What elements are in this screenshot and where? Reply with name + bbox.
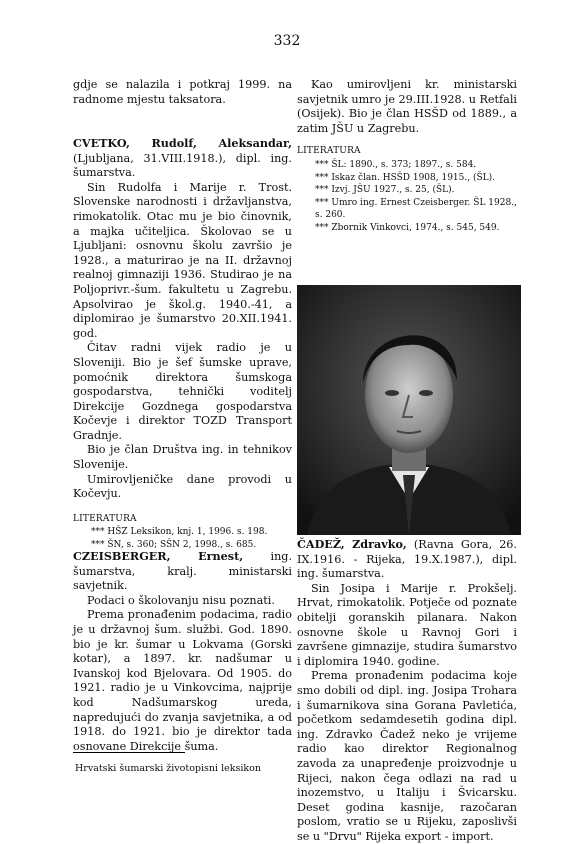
intro-paragraph: gdje se nalazila i potkraj 1999. na radnome mjestu taksatora.	[73, 78, 292, 106]
paragraph: Kao umirovljeni kr. ministarski savjetnik umro je 29.III.1928. u Retfali (Osijek). Bio je član HSŠD od 1889., a zatim JŠU u Zagrebu.	[297, 78, 517, 135]
literature-item: *** HŠZ Leksikon, knj. 1, 1996. s. 198.	[91, 527, 268, 538]
entry-czeisberger	[73, 549, 292, 754]
literature-item: *** ŠL: 1890., s. 373; 1897., s. 584.	[315, 159, 477, 170]
paragraph: Prema pronađenim podacima, radio je u državnoj šum. službi. God. 1890. bio je kr. šumar u Lokvama (Gorski kotar), a 1897. kr. nadšumar u Ivanskoj kod Bjelovara. Od 1905. do 1921. radio je u Vinkovcima, najprije kod Nadšumarskog ureda, napredujući do zvanja savjetnika, a od 1918. do 1921. bio je direktor tada osnovane Direkcije šuma.	[73, 608, 292, 753]
entry-name: CVETKO, Rudolf, Aleksandar,	[73, 136, 292, 150]
literature-heading: LITERATURA	[297, 146, 361, 157]
paragraph: Podaci o školovanju nisu poznati.	[87, 593, 275, 607]
entry-heading-rest: (Ljubljana, 31.VIII.1918.), dipl. ing. šumarstva.	[73, 151, 292, 180]
entry-heading-rest: (Ravna Gora, 26. IX.1916. - Rijeka, 19.X.1987.), dipl. ing. šumarstva.	[297, 538, 517, 581]
paragraph: Čitav radni vijek radio je u Sloveniji. Bio je šef šumske uprave, pomoćnik direktora šumskoga gospodarstva, tehnički voditelj Direkcije Gozdnega gospodarstva Kočevje i direktor TOZD Transport Gradnje.	[73, 341, 292, 442]
entry-heading	[297, 537, 517, 582]
portrait-image	[297, 285, 521, 535]
literature-item: *** Umro ing. Ernest Czeisberger. ŠL 1928., s. 260.	[315, 197, 517, 221]
literature-item: *** Izvj. JŠU 1927., s. 25, (ŠL).	[315, 185, 455, 196]
footer-divider	[73, 752, 185, 753]
paragraph: Bio je član Društva ing. in tehnikov Slovenije.	[73, 443, 292, 472]
literature-item: *** ŠN, s. 360; SŠN 2, 1998., s. 685.	[91, 540, 257, 551]
paragraph: Prema pronađenim podacima koje smo dobili od dipl. ing. Josipa Trohara i šumarnikova sina Gorana Pavletića, početkom sedamdesetih godina dipl. ing. Zdravko Čadež neko je vrijeme radio kao direktor Regionalnog zavoda za unapređenje proizvodnje u Rijeci, nakon čega odlazi na rad u inozemstvo, u Italiju i Švicarsku. Deset godina kasnije, razočaran poslom, vratio se u Rijeku, zaposlivši se u "Drvu" Rijeka export - import.	[297, 669, 517, 843]
entry-name: ČADEŽ, Zdravko,	[297, 537, 407, 551]
portrait-photo	[297, 285, 521, 535]
footer-title: Hrvatski šumarski životopisni leksikon	[75, 763, 262, 774]
paragraph: Sin Rudolfa i Marije r. Trost. Slovenske narodnosti i državljanstva, rimokatolik. Otac mu je bio činovnik, a majka učiteljica. Školovao se u Ljubljani: osnovnu školu završio je 1928., a maturirao je na II. državnoj realnoj gimnaziji 1936. Studirao je na Poljoprivr.-šum. fakultetu u Zagrebu. Apsolvirao je škol.g. 1940.-41, a diplomirao je šumarstvo 20.XII.1941. god.	[73, 180, 292, 340]
entry-cvetko	[73, 136, 292, 552]
left-column	[73, 78, 292, 107]
entry-heading	[73, 136, 292, 181]
paragraph: Umirovljeničke dane provodi u Kočevju.	[73, 472, 292, 501]
literature-heading: LITERATURA	[73, 513, 137, 524]
entry-cadez	[297, 537, 517, 844]
entry-name: CZEISBERGER, Ernest,	[73, 549, 244, 563]
entry-heading-rest: ing. šumarstva, kralj. ministarski savjetnik.	[73, 550, 292, 593]
literature-item: *** Zbornik Vinkovci, 1974., s. 545, 549.	[315, 222, 500, 233]
literature-item: *** Iskaz član. HSŠD 1908, 1915., (ŠL).	[315, 172, 495, 183]
right-column-top	[297, 78, 517, 235]
page-number: 332	[273, 33, 301, 49]
entry-heading	[73, 549, 292, 594]
paragraph: Sin Josipa i Marije r. Prokšelj. Hrvat, rimokatolik. Potječe od poznate obitelji goranskih pilanara. Nakon osnovne škole u Ravnoj Gori i završene gimnazije, studira šumarstvo i diplomira 1940. godine.	[297, 581, 517, 668]
